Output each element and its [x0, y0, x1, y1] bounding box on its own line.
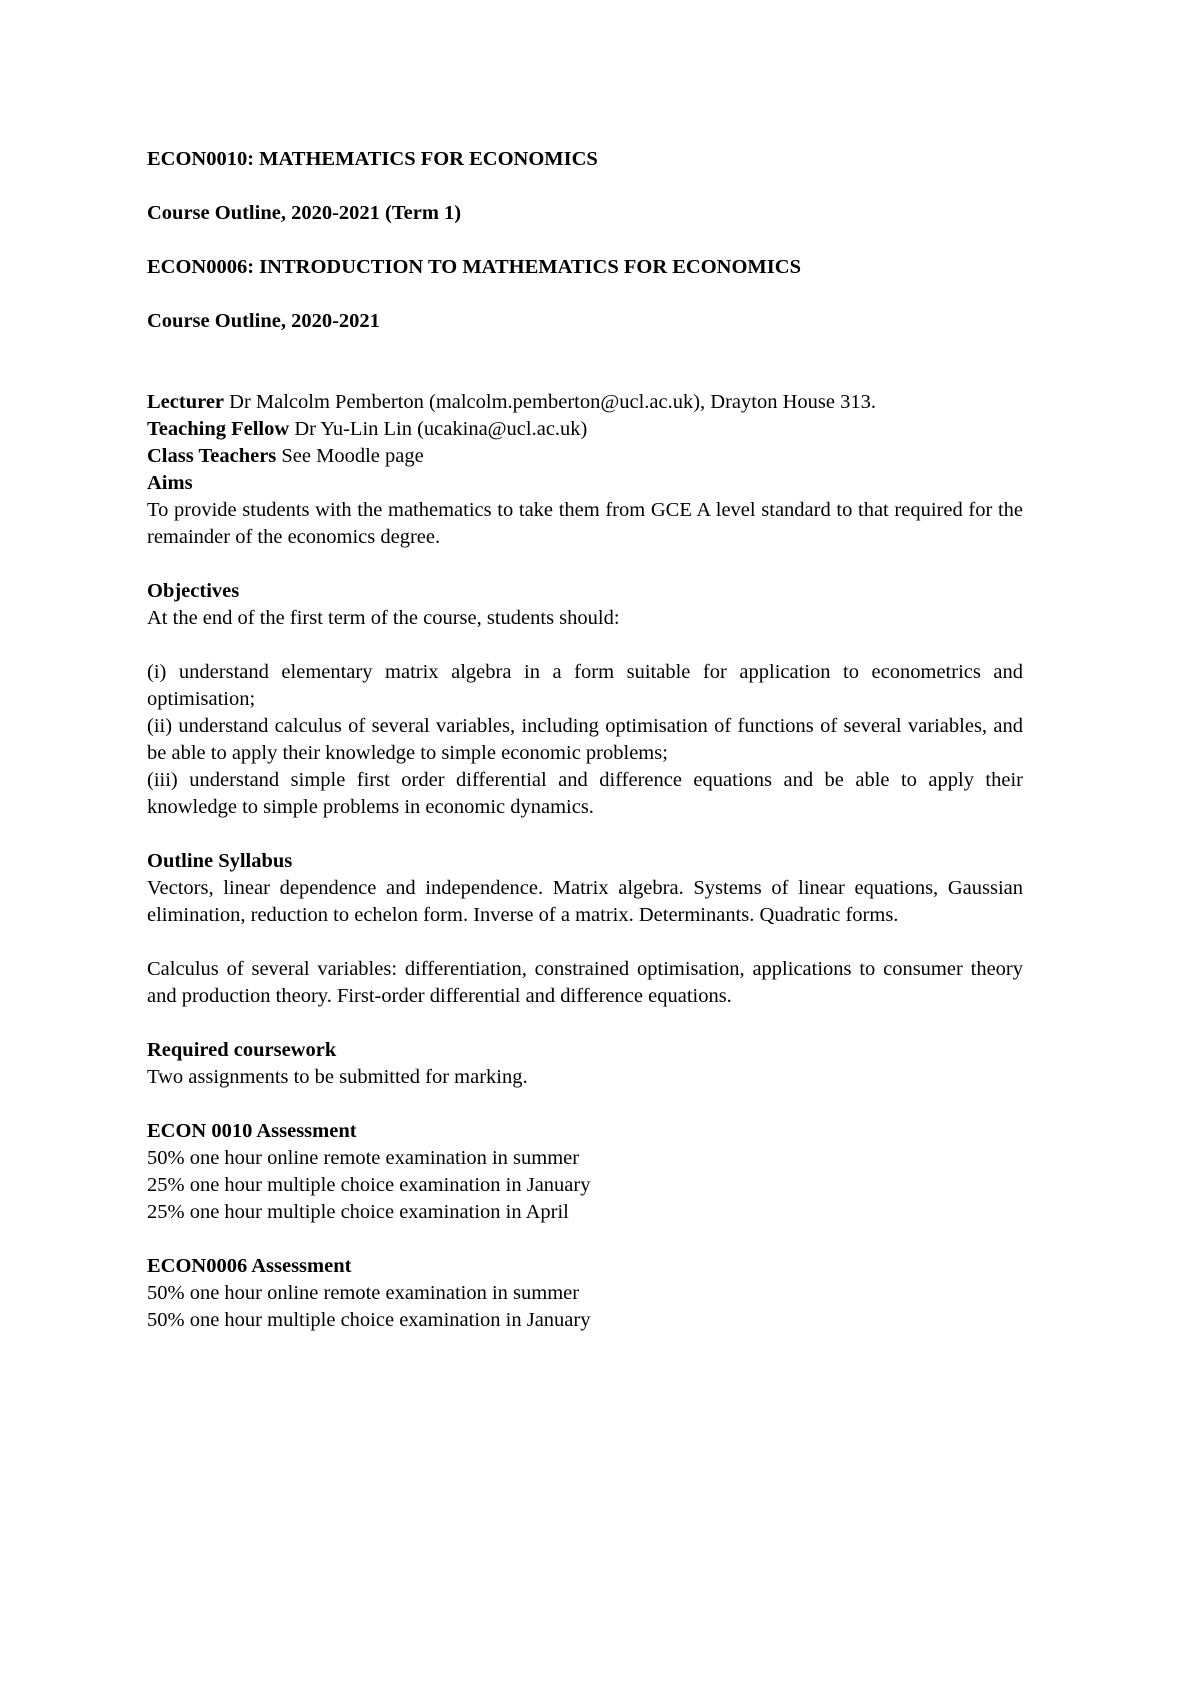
outline-syllabus-heading: Outline Syllabus	[147, 850, 293, 872]
course1-subtitle: Course Outline, 2020-2021 (Term 1)	[147, 202, 462, 224]
objectives-section	[147, 578, 1023, 821]
class-teachers-line	[147, 443, 1023, 470]
econ0010-assessment-section	[147, 1118, 1023, 1226]
lecturer-line	[147, 389, 1023, 416]
document-page	[147, 146, 1023, 1361]
syllabus-paragraph: Calculus of several variables: differentiation, constrained optimisation, applications to consumer theory and production theory. First-order differential and difference equations.	[147, 958, 1023, 1007]
econ0006-assessment-section	[147, 1253, 1023, 1334]
lecturer-value: Dr Malcolm Pemberton (malcolm.pemberton@ucl.ac.uk), Drayton House 313.	[224, 391, 876, 413]
course2-title: ECON0006: INTRODUCTION TO MATHEMATICS FOR ECONOMICS	[147, 256, 801, 278]
course2-subtitle: Course Outline, 2020-2021	[147, 310, 380, 332]
aims-section	[147, 470, 1023, 551]
class-teachers-label: Class Teachers	[147, 445, 277, 467]
teaching-fellow-label: Teaching Fellow	[147, 418, 290, 440]
objectives-intro: At the end of the first term of the course, students should:	[147, 607, 620, 629]
objective-item: (ii) understand calculus of several variables, including optimisation of functions of several variables, and be able to apply their knowledge to simple economic problems;	[147, 715, 1023, 764]
assessment-line: 50% one hour multiple choice examination in January	[147, 1309, 591, 1331]
aims-heading: Aims	[147, 472, 193, 494]
required-coursework-section	[147, 1037, 1023, 1091]
assessment-line: 25% one hour multiple choice examination in April	[147, 1201, 569, 1223]
teaching-fellow-value: Dr Yu-Lin Lin (ucakina@ucl.ac.uk)	[289, 418, 588, 440]
assessment-line: 50% one hour online remote examination in summer	[147, 1147, 580, 1169]
assessment-line: 50% one hour online remote examination in summer	[147, 1282, 580, 1304]
lecturer-label: Lecturer	[147, 391, 225, 413]
teaching-fellow-line	[147, 416, 1023, 443]
course1-title: ECON0010: MATHEMATICS FOR ECONOMICS	[147, 148, 598, 170]
objectives-heading: Objectives	[147, 580, 240, 602]
syllabus-spacer	[147, 929, 1023, 956]
outline-syllabus-section	[147, 848, 1023, 1010]
required-coursework-heading: Required coursework	[147, 1039, 337, 1061]
objective-item: (iii) understand simple first order differential and difference equations and be able to apply their knowledge to simple problems in economic dynamics.	[147, 769, 1023, 818]
assessment-line: 25% one hour multiple choice examination in January	[147, 1174, 591, 1196]
econ0010-assessment-heading: ECON 0010 Assessment	[147, 1120, 357, 1142]
objective-item: (i) understand elementary matrix algebra in a form suitable for application to econometrics and optimisation;	[147, 661, 1023, 710]
syllabus-paragraph: Vectors, linear dependence and independence. Matrix algebra. Systems of linear equations, Gaussian elimination, reduction to echelon form. Inverse of a matrix. Determinants. Quadratic forms.	[147, 877, 1023, 926]
class-teachers-value: See Moodle page	[276, 445, 424, 467]
required-coursework-text: Two assignments to be submitted for marking.	[147, 1066, 528, 1088]
aims-text: To provide students with the mathematics to take them from GCE A level standard to that required for the remainder of the economics degree.	[147, 499, 1023, 548]
econ0006-assessment-heading: ECON0006 Assessment	[147, 1255, 352, 1277]
objectives-spacer	[147, 632, 1023, 659]
